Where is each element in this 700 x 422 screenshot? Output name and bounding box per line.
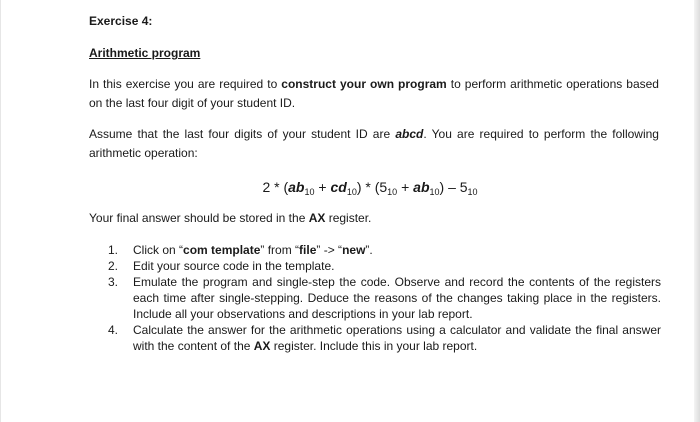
formula-base: 10 [429, 187, 440, 197]
formula-plus: + [314, 179, 331, 195]
answer-text-a: Your final answer should be stored in the [89, 211, 309, 225]
formula-base: 10 [387, 187, 398, 197]
formula-base: 10 [467, 187, 478, 197]
list-item [108, 274, 661, 322]
step-bold: file [299, 243, 317, 257]
section-heading: Arithmetic program [89, 46, 201, 60]
list-item [108, 242, 661, 258]
intro-text-a: In this exercise you are required to [89, 77, 282, 91]
step-text: Emulate the program and single-step the code. Observe and record the contents of the registers each time after single-stepping. Deduce the reasons of the changes taking place in the registers. Include all your observations and descriptions in your lab report. [133, 275, 661, 321]
steps-list [108, 242, 661, 354]
formula-cd: cd [330, 179, 347, 195]
intro-paragraph [89, 75, 659, 113]
step-bold: com template [183, 243, 261, 257]
formula-base: 10 [304, 187, 315, 197]
step-number: 4. [108, 323, 119, 337]
step-text: ”. [365, 243, 373, 257]
arithmetic-formula [1, 177, 700, 202]
step-text: Click on “ [133, 243, 184, 257]
step-text: Edit your source code in the template. [133, 259, 335, 273]
exercise-title: Exercise 4: [89, 14, 153, 28]
intro-text-bold: construct your own program [281, 77, 447, 91]
list-item [108, 322, 661, 354]
formula-ab: ab [288, 179, 305, 195]
abcd-variable: abcd [395, 127, 424, 141]
step-text: ” -> “ [316, 243, 343, 257]
formula-coef: 2 * ( [262, 179, 289, 195]
step-number: 3. [108, 275, 119, 289]
formula-minus: ) – 5 [439, 179, 468, 195]
answer-paragraph [89, 209, 659, 228]
formula-base: 10 [346, 187, 357, 197]
step-bold: new [342, 243, 366, 257]
assumption-text-a: Assume that the last four digits of your student ID are [89, 127, 396, 141]
step-text: ” from “ [260, 243, 300, 257]
assumption-text-c: . You are required to perform the following arithmetic operation: [89, 127, 659, 160]
assumption-paragraph [89, 125, 659, 163]
answer-text-c: register. [325, 211, 372, 225]
formula-mult: ) * (5 [356, 179, 388, 195]
list-item [108, 258, 661, 274]
intro-text-c: to perform arithmetic operations based on the last four digit of your student ID. [89, 77, 659, 110]
step-text: register. Include this in your lab report. [270, 339, 478, 353]
formula-plus-2: + [397, 179, 414, 195]
step-number: 2. [108, 259, 119, 273]
formula-ab-2: ab [413, 179, 430, 195]
step-text: Calculate the answer for the arithmetic operations using a calculator and validate the final answer with the content of the [133, 323, 661, 353]
page-edge [694, 0, 700, 422]
ax-register: AX [308, 211, 326, 225]
step-number: 1. [108, 243, 119, 257]
step-bold: AX [253, 339, 271, 353]
